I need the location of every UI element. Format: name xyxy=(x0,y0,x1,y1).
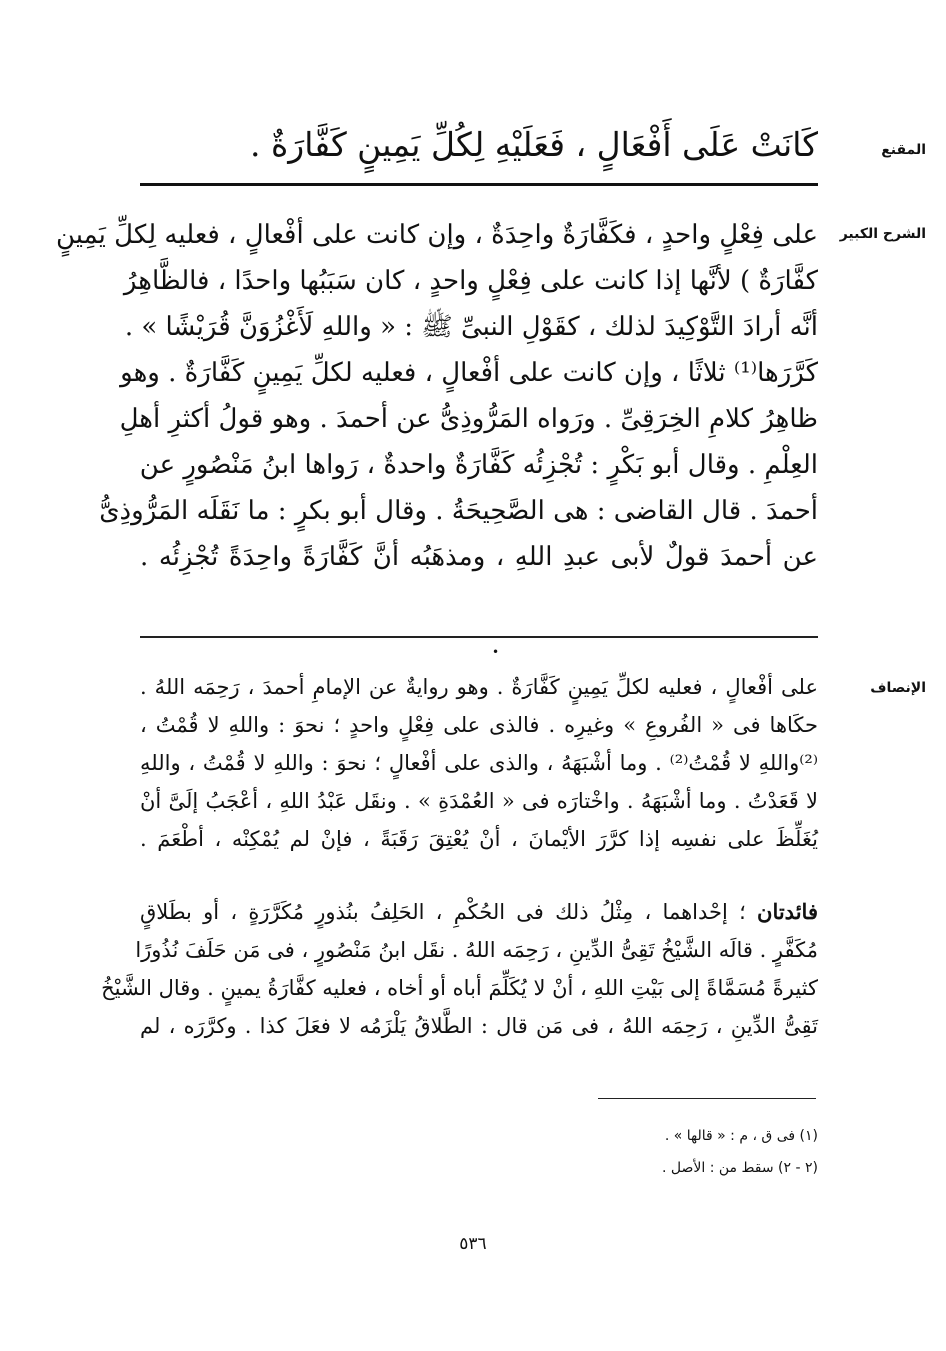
fawaid-line-text: ؛ إحْداهما ، مِثْلُ ذلك فى الحُكْمِ ، الحَلِفُ بنُذورٍ مُكَرَّرَةٍ ، أو بطَلاقٍ xyxy=(140,900,746,924)
label-insaf: الإنصاف xyxy=(870,680,926,696)
sharh-line: عن أحمدَ قولٌ لأبى عبدِ اللهِ ، ومذهَبُه أنَّ كَفَّارَةً واحِدَةً تُجْزِئُه . xyxy=(140,542,818,572)
sharh-line: كَرَّرَها⁽¹⁾ ثلاثًا ، وإن كانت على أفْعالٍ ، فعليه لكلِّ يَمِينٍ كَفَّارَةٌ . وهو xyxy=(120,358,818,388)
sharh-line: أحمدَ . قال القاضى : هى الصَّحِيحَةُ . وقال أبو بكرٍ : ما نَقَلَه المَرُّوذِىُّ xyxy=(99,496,818,526)
insaf-line: يُغَلِّظَ على نفسِه إذا كرَّرَ الأيْمانَ ، أنْ يُعْتِقَ رَقَبَةً ، فإنْ لم يُمْكِنْه ، أطْعَمَ . xyxy=(140,827,818,851)
divider-dot: • xyxy=(492,645,500,659)
fawaid-line: كثيرةً مُسَمَّاةً إلى بَيْتِ اللهِ ، أنْ لا يُكَلِّمَ أباه أو أخاه ، فعليه كفَّارَةُ يمينٍ . وقال الشَّيْخُ xyxy=(101,976,818,1000)
footnote-2: (٢ - ٢) سقط من : الأصل . xyxy=(662,1160,818,1176)
insaf-text xyxy=(140,668,818,858)
fawaid-text xyxy=(101,893,818,1045)
muqni-text: كَانَتْ عَلَى أَفْعَالٍ ، فَعَلَيْهِ لِكُلِّ يَمِينٍ كَفَّارَةٌ . xyxy=(250,125,818,164)
label-muqni: المقنع xyxy=(881,142,926,158)
header-rule xyxy=(140,183,818,186)
footnotes xyxy=(662,1120,818,1184)
sharh-line: أنَّه أرادَ التَّوْكِيدَ لذلك ، كقَوْلِ النبىِّ ﷺ : « واللهِ لَأَغْزُوَنَّ قُرَيْشًا » . xyxy=(124,312,818,342)
sharh-line: كفَّارَةٌ ) لأنَّها إذا كانت على فِعْلٍ واحدٍ ، كان سَبَبُها واحدًا ، فالظَّاهِرُ xyxy=(123,266,818,296)
insaf-line: على أفْعالٍ ، فعليه لكلِّ يَمِينٍ كَفَّارَةٌ . وهو روايةٌ عن الإمامِ أحمدَ ، رَحِمَه اللهُ . xyxy=(140,675,818,699)
section-divider xyxy=(140,636,818,638)
fawaid-line: تَقِىُّ الدِّينِ ، رَحِمَه اللهُ ، فى مَن قال : الطَّلاقُ يَلْزَمُه لا فعَلَ كذا . وكرَّرَه ، لم xyxy=(140,1014,818,1038)
label-sharh: الشرح الكبير xyxy=(839,226,926,242)
sharh-line: على فِعْلٍ واحدٍ ، فكَفَّارَةٌ واحِدَةٌ ، وإن كانت على أفْعالٍ ، فعليه لِكلِّ يَمِينٍ xyxy=(56,220,818,250)
page-number: ٥٣٦ xyxy=(459,1234,487,1254)
insaf-line: لا قَعَدْتُ . وما أشْبَهَهُ . واخْتارَه فى « العُمْدَةِ » . ونقَل عَبْدُ اللهِ ، أعْجَبُ إلَىَّ أنْ xyxy=(140,789,818,813)
sharh-line: ظاهِرُ كلامِ الخِرَقِىِّ . ورَواه المَرُّوذِىُّ عن أحمدَ . وهو قولُ أكثرِ أهلِ xyxy=(119,404,818,434)
fawaid-line: مُكَفَّرٍ . قالَه الشَّيْخُ تَقِىُّ الدِّينِ ، رَحِمَه اللهُ . نقَل ابنُ مَنْصُورٍ ، فى مَن حَلَفَ نُذُورًا xyxy=(135,938,818,962)
sharh-line: العِلْمِ . وقال أبو بَكْرٍ : تُجْزِئُه كَفَّارَةٌ واحدةٌ ، رَواها ابنُ مَنْصُورٍ عن xyxy=(139,450,818,480)
fawaid-line xyxy=(140,893,818,931)
footnote-1: (١) فى ق ، م : « قالها » . xyxy=(664,1128,818,1144)
insaf-line: ⁽²⁾واللهِ لا قُمْتُ⁽²⁾ . وما أشْبَهَهُ ، والذى على أفْعالٍ ؛ نحوَ : واللهِ لا قُمْتُ ، واللهِ xyxy=(140,751,819,775)
fawaid-heading: فائدتان xyxy=(757,899,818,924)
sharh-text xyxy=(56,212,818,580)
insaf-line: حكَاها فى « الفُروعِ » وغيرِه . فالذى على فِعْلٍ واحدٍ ؛ نحوَ : واللهِ لا قُمْتُ ، xyxy=(140,713,818,737)
footnote-rule xyxy=(598,1098,816,1099)
